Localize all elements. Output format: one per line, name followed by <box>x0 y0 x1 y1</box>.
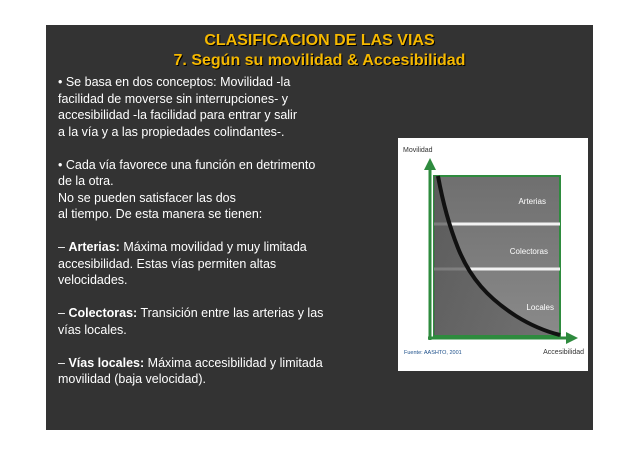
text-line: a la vía y a las propiedades colindantes-. <box>58 124 285 139</box>
arrow-right-icon <box>566 332 578 344</box>
dash: – <box>58 240 69 254</box>
text-line: de la otra. <box>58 174 114 188</box>
band-label-colectoras: Colectoras <box>509 247 548 256</box>
mobility-access-figure <box>398 138 588 371</box>
paragraph-tradeoff <box>58 157 358 223</box>
text-line: accesibilidad -la facilidad para entrar y salir <box>58 108 298 122</box>
title-line-2: 7. Según su movilidad & Accesibilidad <box>173 52 466 69</box>
text-line <box>58 305 358 322</box>
term-colectoras: Colectoras: <box>68 306 138 320</box>
definition: Máxima movilidad y muy limitada <box>119 240 307 254</box>
paragraph-concepts <box>58 74 358 140</box>
title-line-1: CLASIFICACION DE LAS VIAS <box>204 32 435 49</box>
text-line: movilidad (baja velocidad). <box>58 372 206 386</box>
x-axis-label: Accesibilidad <box>543 349 584 356</box>
band-label-locales: Locales <box>526 303 554 312</box>
dash: – <box>58 306 69 320</box>
figure-svg <box>398 138 588 371</box>
text-line: al tiempo. De esta manera se tienen: <box>58 207 263 221</box>
definition: Transición entre las arterias y las <box>137 306 324 320</box>
text-line: • Cada vía favorece una función en detrimento <box>58 157 316 172</box>
text-line: accesibilidad. Estas vías permiten altas <box>58 256 277 271</box>
slide-title <box>46 31 593 71</box>
text-line: No se pueden satisfacer las dos <box>58 190 236 205</box>
paragraph-locales <box>58 355 358 388</box>
paragraph-colectoras <box>58 305 358 338</box>
term-arterias: Arterias: <box>68 240 120 254</box>
text-line: velocidades. <box>58 273 128 287</box>
slide <box>46 25 593 430</box>
band-label-arterias: Arterias <box>518 197 546 206</box>
arrow-up-icon <box>424 158 436 170</box>
text-line: vías locales. <box>58 322 127 337</box>
dash: – <box>58 355 69 370</box>
text-line <box>58 355 358 372</box>
definition: Máxima accesibilidad y limitada <box>144 355 323 370</box>
figure-source: Fuente: AASHTO, 2001 <box>404 350 462 356</box>
text-line: facilidad de moverse sin interrupciones- y <box>58 91 288 106</box>
text-line <box>58 239 358 256</box>
text-line: • Se basa en dos conceptos: Movilidad -la <box>58 75 291 89</box>
body-text <box>58 74 358 404</box>
paragraph-arterias <box>58 239 358 289</box>
term-locales: Vías locales: <box>68 355 145 370</box>
y-axis-label: Movilidad <box>403 147 433 154</box>
